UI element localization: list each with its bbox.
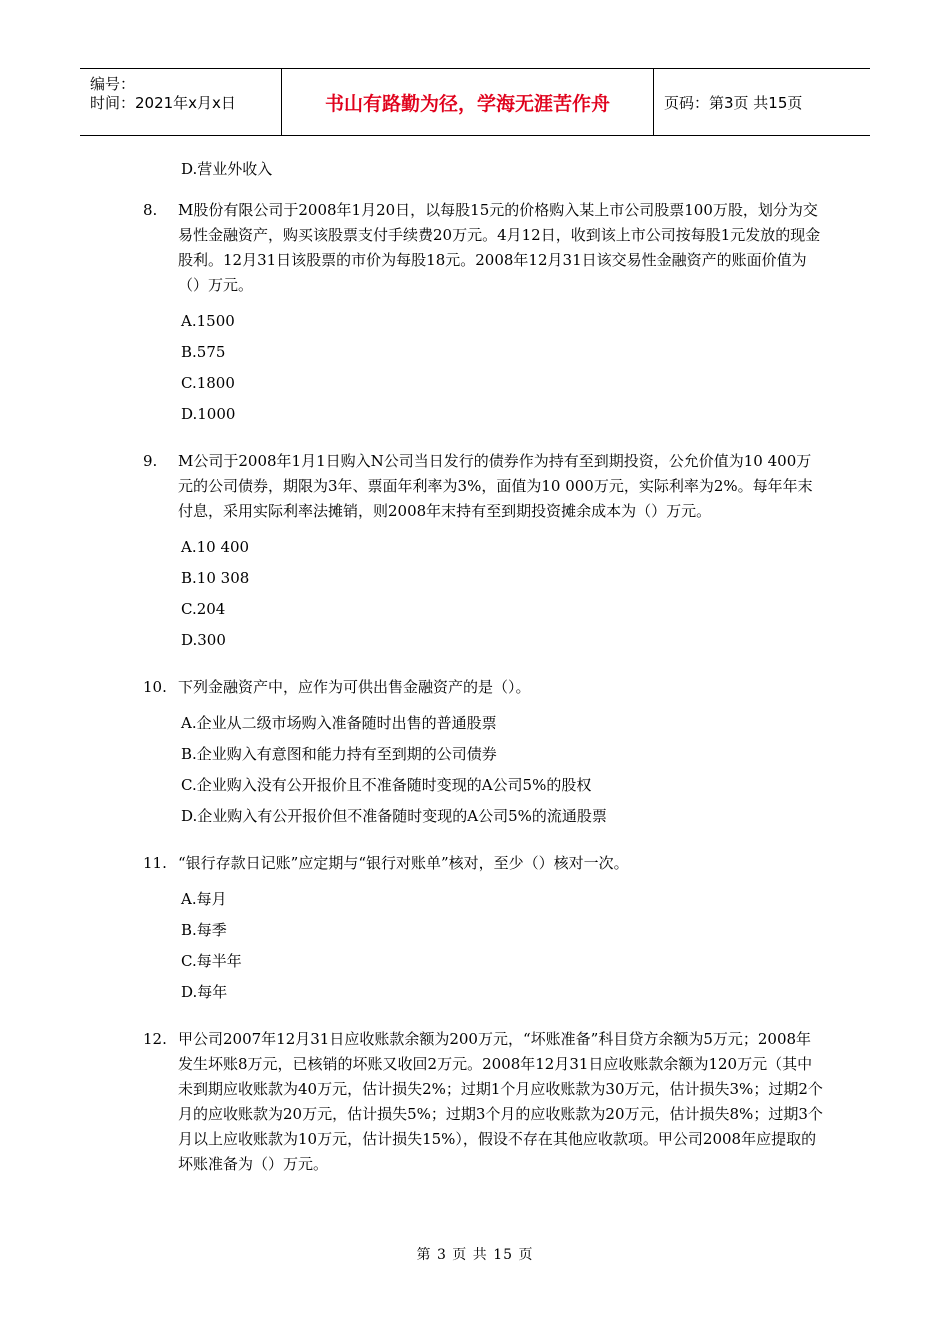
option-item: A.每月 bbox=[181, 890, 227, 908]
question-number: 11. bbox=[143, 854, 167, 872]
question-10 bbox=[143, 675, 823, 829]
option-item: C.1800 bbox=[181, 374, 235, 392]
question-number: 10. bbox=[143, 678, 167, 696]
option-item: C.每半年 bbox=[181, 952, 242, 970]
option-item: B.575 bbox=[181, 343, 226, 361]
question-text: 下列金融资产中，应作为可供出售金融资产的是（）。 bbox=[178, 678, 531, 696]
question-text: M股份有限公司于2008年1月20日，以每股15元的价格购入某上市公司股票100万股，划分为交易性金融资产，购买该股票支付手续费20万元。4月12日，收到该上市公司按每股1元发放的现金股利。12月31日该股票的市价为每股18元。2008年12月31日该交易性金融资产的账面价值为（）万元。 bbox=[178, 201, 821, 294]
option-item: A.企业从二级市场购入准备随时出售的普通股票 bbox=[181, 714, 497, 732]
document-date: 时间：2021年x月x日 bbox=[90, 94, 236, 112]
page-footer: 第 3 页 共 15 页 bbox=[416, 1247, 534, 1263]
continued-option bbox=[143, 157, 823, 182]
option-item: A.1500 bbox=[181, 312, 235, 330]
question-text: “银行存款日记账”应定期与“银行对账单”核对，至少（）核对一次。 bbox=[178, 854, 629, 872]
question-number: 12. bbox=[143, 1030, 167, 1048]
page-header bbox=[80, 68, 870, 136]
option-item: D.每年 bbox=[181, 983, 228, 1001]
option-item: B.企业购入有意图和能力持有至到期的公司债券 bbox=[181, 745, 497, 763]
question-8 bbox=[143, 198, 823, 427]
option-item: C.204 bbox=[181, 600, 226, 618]
option-item: D.企业购入有公开报价但不准备随时变现的A公司5%的流通股票 bbox=[181, 807, 607, 825]
question-number: 9. bbox=[143, 452, 158, 470]
option-item: B.10 308 bbox=[181, 569, 250, 587]
header-page-info: 页码：第3页 共15页 bbox=[664, 93, 803, 112]
header-motto: 书山有路勤为径，学海无涯苦作舟 bbox=[282, 69, 654, 135]
option-item: C.企业购入没有公开报价且不准备随时变现的A公司5%的股权 bbox=[181, 776, 592, 794]
question-12 bbox=[143, 1027, 823, 1177]
question-11 bbox=[143, 851, 823, 1005]
question-number: 8. bbox=[143, 201, 158, 219]
header-meta bbox=[80, 69, 282, 135]
question-9 bbox=[143, 449, 823, 653]
option-item: D.300 bbox=[181, 631, 226, 649]
option-item: B.每季 bbox=[181, 921, 227, 939]
document-number-label: 编号： bbox=[90, 75, 136, 93]
document-body bbox=[143, 157, 823, 1199]
option-item: A.10 400 bbox=[181, 538, 250, 556]
option-item: D.营业外收入 bbox=[181, 160, 273, 178]
question-text: M公司于2008年1月1日购入N公司当日发行的债券作为持有至到期投资，公允价值为10 400万元的公司债券，期限为3年、票面年利率为3%，面值为10 000万元，实际利率为2%。每年年末付息，采用实际利率法摊销，则2008年末持有至到期投资摊余成本为（）万元。 bbox=[178, 452, 813, 520]
option-item: D.1000 bbox=[181, 405, 236, 423]
question-text: 甲公司2007年12月31日应收账款余额为200万元，“坏账准备”科目贷方余额为5万元；2008年发生坏账8万元，已核销的坏账又收回2万元。2008年12月31日应收账款余额为120万元（其中未到期应收账款为40万元，估计损失2%；过期1个月应收账款为30万元，估计损失3%；过期2个月的应收账款为20万元，估计损失5%；过期3个月的应收账款为20万元，估计损失8%；过期3个月以上应收账款为10万元，估计损失15%），假设不存在其他应收款项。甲公司2008年应提取的坏账准备为（）万元。 bbox=[178, 1030, 823, 1173]
